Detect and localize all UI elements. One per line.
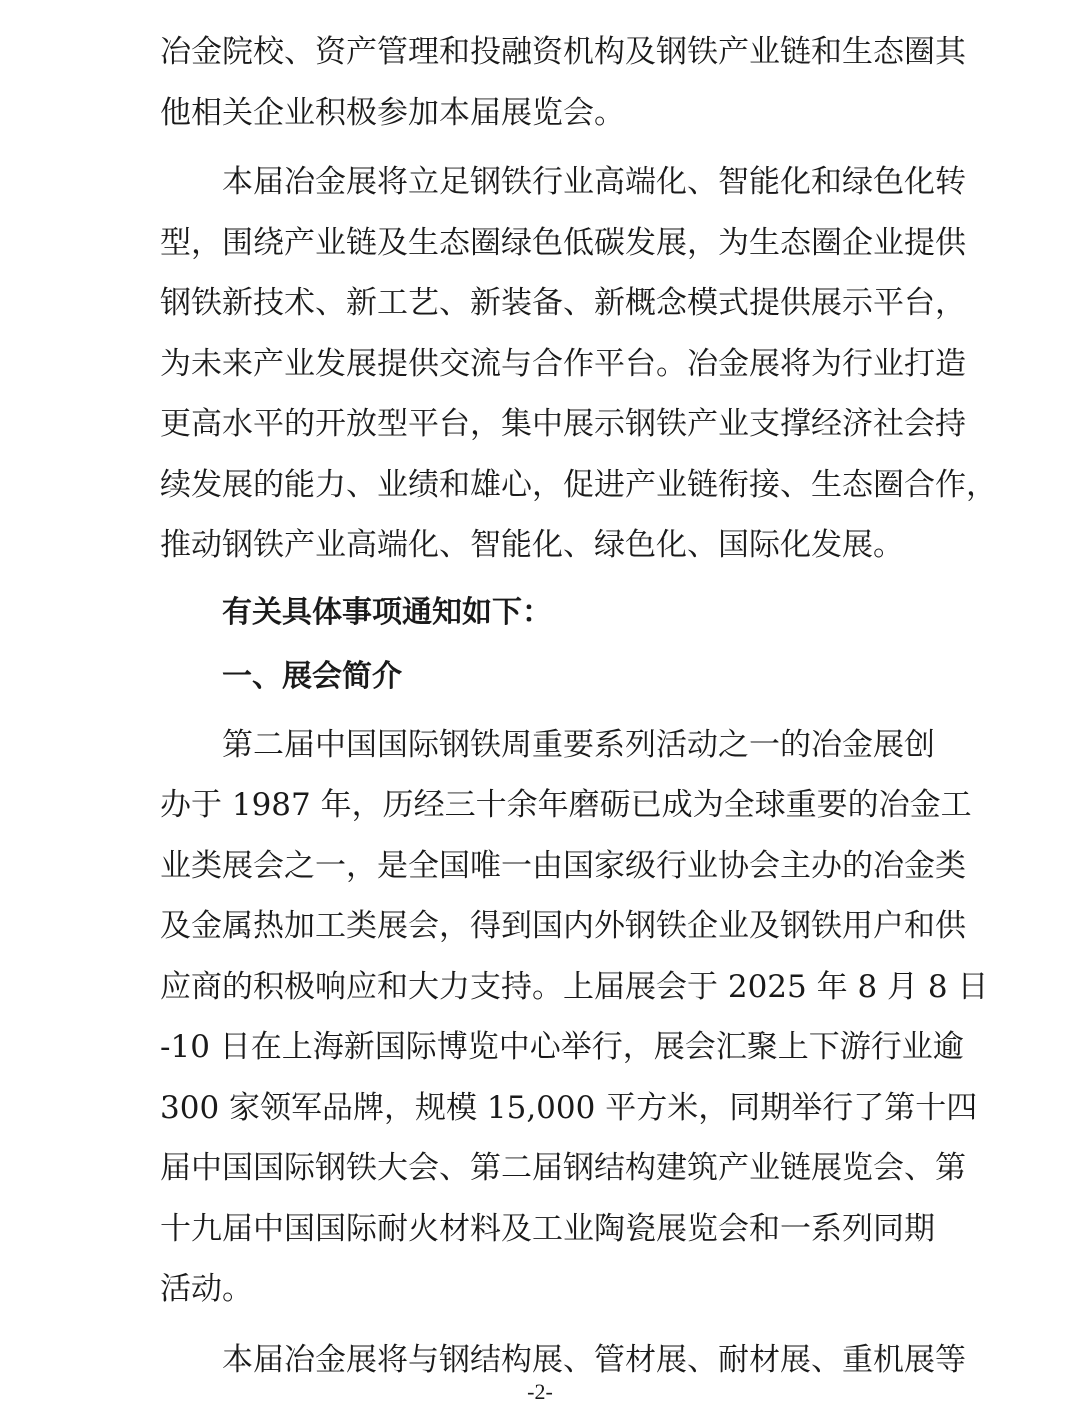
text-line: 300 家领军品牌，规模 15,000 平方米，同期举行了第十四 [160, 1089, 978, 1126]
text-line: 冶金院校、资产管理和投融资机构及钢铁产业链和生态圈其 [160, 34, 966, 70]
text-line: -10 日在上海新国际博览中心举行，展会汇聚上下游行业逾 [160, 1029, 964, 1065]
text-line: 办于 1987 年，历经三十余年磨砺已成为全球重要的冶金工 [160, 787, 972, 823]
text-line: 应商的积极响应和大力支持。上届展会于 2025 年 8 月 8 日 [160, 968, 989, 1005]
section-heading: 一、展会简介 [222, 659, 402, 694]
text-line: 本届冶金展将与钢结构展、管材展、耐材展、重机展等 [222, 1341, 966, 1378]
text-line: 第二届中国国际钢铁周重要系列活动之一的冶金展创 [222, 726, 935, 763]
text-line: 届中国国际钢铁大会、第二届钢结构建筑产业链展览会、第 [160, 1150, 966, 1186]
text-line: 型，围绕产业链及生态圈绿色低碳发展，为生态圈企业提供 [160, 224, 966, 261]
text-line: 钢铁新技术、新工艺、新装备、新概念模式提供展示平台， [160, 285, 966, 321]
text-line: 他相关企业积极参加本届展览会。 [160, 94, 625, 131]
text-line: 本届冶金展将立足钢铁行业高端化、智能化和绿色化转 [222, 164, 966, 200]
text-line: 推动钢铁产业高端化、智能化、绿色化、国际化发展。 [160, 527, 904, 563]
text-line: 十九届中国国际耐火材料及工业陶瓷展览会和一系列同期 [160, 1210, 935, 1247]
text-line: 续发展的能力、业绩和雄心，促进产业链衔接、生态圈合作， [160, 466, 997, 503]
section-heading: 有关具体事项通知如下： [222, 594, 552, 630]
text-line: 及金属热加工类展会，得到国内外钢铁企业及钢铁用户和供 [160, 908, 966, 944]
text-line: 更高水平的开放型平台，集中展示钢铁产业支撑经济社会持 [160, 406, 966, 442]
text-line: 为未来产业发展提供交流与合作平台。冶金展将为行业打造 [160, 345, 966, 382]
text-line: 活动。 [160, 1271, 253, 1307]
document-body [160, 22, 997, 1390]
text-line: 业类展会之一，是全国唯一由国家级行业协会主办的冶金类 [160, 847, 966, 884]
page-number: -2- [527, 1379, 553, 1404]
